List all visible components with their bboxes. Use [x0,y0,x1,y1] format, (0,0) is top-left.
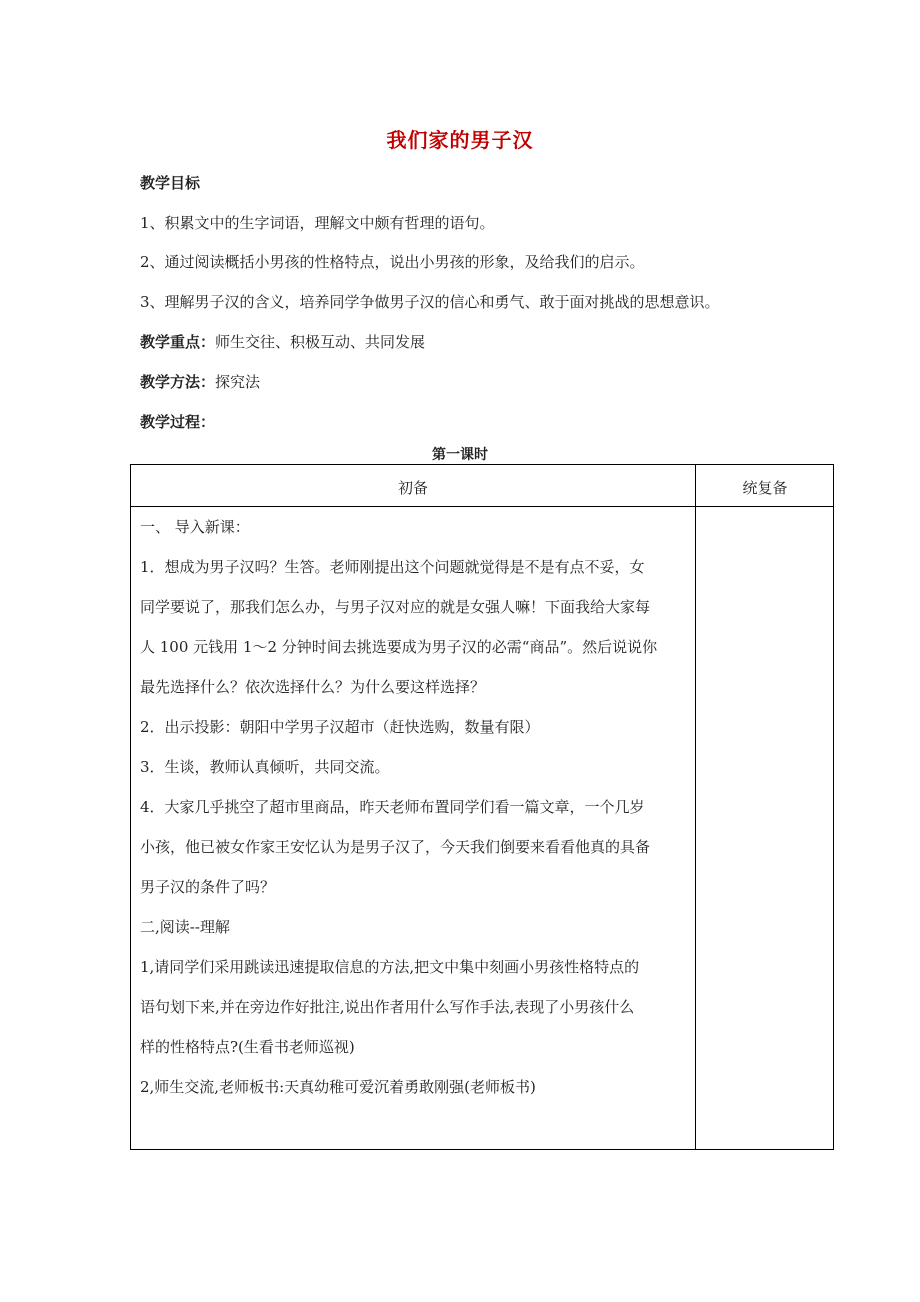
method-label: 教学方法： [140,373,216,391]
key-points-label: 教学重点： [140,333,216,351]
header-initial-prep: 初备 [397,479,428,497]
key-points-value: 师生交往、积极互动、共同发展 [215,333,426,351]
content-line: 人 100 元钱用 1～2 分钟时间去挑选要成为男子汉的必需“商品”。然后说说你 [140,638,658,656]
session-heading: 第一课时 [432,447,488,463]
content-line: 2．出示投影：朝阳中学男子汉超市（赶快选购，数量有限） [140,718,540,736]
process-label: 教学过程： [140,413,216,431]
method-row [140,371,260,392]
header-review-prep: 统复备 [742,479,788,497]
objective-item-1: 1、积累文中的生字词语，理解文中颇有哲理的语句。 [140,214,495,232]
content-line: 语句划下来,并在旁边作好批注,说出作者用什么写作手法,表现了小男孩什么 [140,998,635,1016]
document-title: 我们家的男子汉 [386,128,534,152]
column-divider [695,465,696,1149]
content-line: 4．大家几乎挑空了超市里商品，昨天老师布置同学们看一篇文章，一个几岁 [140,798,645,816]
content-line: 2,师生交流,老师板书:天真幼稚可爱沉着勇敢刚强(老师板书) [140,1078,536,1096]
method-value: 探究法 [215,373,261,391]
content-line: 1．想成为男子汉吗？生答。老师刚提出这个问题就觉得是不是有点不妥，女 [140,558,645,576]
content-line: 3．生谈，教师认真倾听，共同交流。 [140,758,390,776]
key-points-row [140,331,425,352]
content-line: 一、 导入新课： [140,518,250,536]
objective-item-3: 3、理解男子汉的含义，培养同学争做男子汉的信心和勇气、敢于面对挑战的思想意识。 [140,293,720,311]
content-line: 最先选择什么？依次选择什么？为什么要这样选择？ [140,678,486,696]
content-line: 同学要说了，那我们怎么办，与男子汉对应的就是女强人嘛！下面我给大家每 [140,598,651,616]
lesson-table [130,464,834,1150]
content-line: 1,请同学们采用跳读迅速提取信息的方法,把文中集中刻画小男孩性格特点的 [140,958,640,976]
objectives-heading: 教学目标 [140,174,201,192]
content-line: 小孩，他已被女作家王安忆认为是男子汉了，今天我们倒要来看看他真的具备 [140,838,651,856]
content-line: 样的性格特点?(生看书老师巡视) [140,1038,355,1056]
objective-item-2: 2、通过阅读概括小男孩的性格特点，说出小男孩的形象，及给我们的启示。 [140,253,645,271]
lesson-content [140,507,688,1107]
content-line: 二,阅读--理解 [140,918,230,936]
content-line: 男子汉的条件了吗？ [140,878,276,896]
